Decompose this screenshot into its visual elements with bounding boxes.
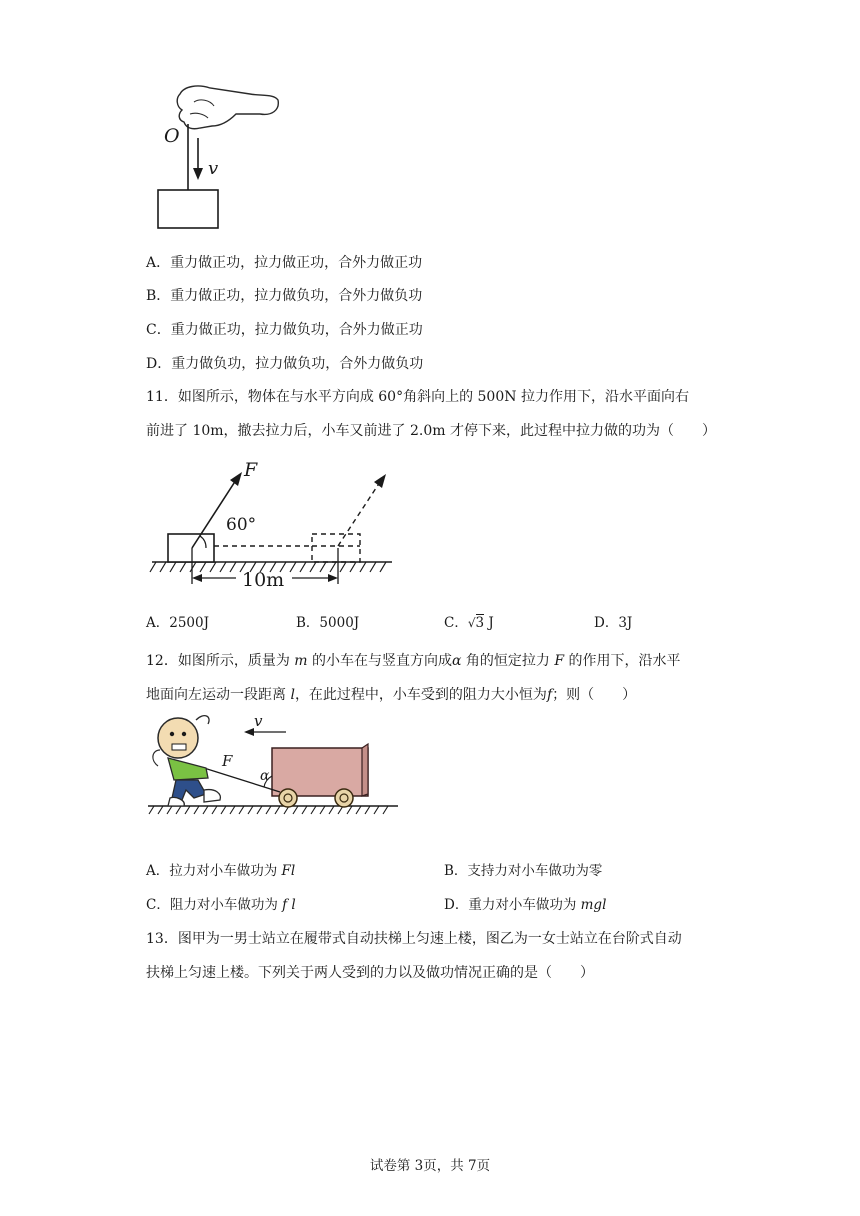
q12-stem-line2	[146, 685, 636, 705]
q12-l1-F: F	[554, 653, 565, 669]
q13-stem-line1: 13．图甲为一男士站立在履带式自动扶梯上匀速上楼，图乙为一女士站立在台阶式自动	[146, 931, 682, 947]
q12-cart-figure	[146, 710, 402, 822]
q11-option-b: B．5000J	[296, 615, 360, 631]
q12-option-d-text: D．重力对小车做功为	[444, 897, 581, 913]
q12-l1-a: 12．如图所示，质量为	[146, 653, 295, 669]
point-o-label: O	[164, 125, 180, 147]
force-f-label: F	[244, 459, 258, 481]
q12-option-d	[444, 895, 606, 915]
hand-icon	[177, 86, 278, 129]
q12-stem-line1	[146, 651, 681, 671]
q11-stem-line1: 11．如图所示，物体在与水平方向成 60°角斜向上的 500N 拉力作用下，沿水平面向右	[146, 389, 689, 405]
hanging-block	[158, 190, 218, 228]
angle-60-label: 60°	[226, 515, 257, 535]
sqrt-icon: √	[467, 616, 476, 630]
q11-option-c	[444, 613, 494, 633]
q12-l2-b: ，在此过程中，小车受到的阻力大小恒为	[294, 687, 547, 703]
q10-option-c: C．重力做正功，拉力做负功，合外力做正功	[146, 322, 423, 338]
page-footer: 试卷第 3页，共 7页	[369, 1158, 491, 1174]
q13-stem-line2: 扶梯上匀速上楼。下列关于两人受到的力以及做功情况正确的是（ ）	[146, 965, 594, 981]
q12-l1-m: m	[294, 653, 308, 669]
q12-option-c-text: C．阻力对小车做功为	[146, 897, 283, 913]
q12-l1-b: 的小车在与竖直方向成	[307, 653, 452, 669]
cart-wheel-right	[335, 789, 353, 807]
q12-l1-alpha: α	[452, 653, 462, 669]
block-start	[168, 534, 214, 562]
q12-option-c	[146, 895, 296, 915]
hand-string-block-figure	[150, 80, 290, 232]
q12-l2-l: l	[290, 687, 295, 703]
q12-velocity-label: v	[254, 712, 263, 730]
q11-option-d: D．3J	[594, 615, 633, 631]
q10-option-a: A．重力做正功，拉力做正功，合外力做正功	[146, 255, 423, 271]
q12-l1-c: 角的恒定拉力	[461, 653, 555, 669]
q11-option-c-unit: J	[484, 615, 494, 631]
q12-option-a-text: A．拉力对小车做功为	[146, 863, 282, 879]
q12-l2-c: ；则（ ）	[552, 687, 637, 703]
person-pulling-icon	[153, 716, 220, 806]
q12-l1-d: 的作用下，沿水平	[564, 653, 681, 669]
velocity-v-label: v	[208, 158, 219, 179]
q12-force-label: F	[222, 752, 233, 770]
q12-option-a-math: Fl	[281, 863, 296, 879]
q12-option-c-math: f l	[282, 897, 296, 913]
distance-10m-label: 10m	[242, 569, 285, 591]
q12-option-b: B．支持力对小车做功为零	[444, 863, 603, 879]
q11-option-c-prefix: C．	[444, 615, 468, 631]
cart-wheel-left	[279, 789, 297, 807]
block-end-dashed	[312, 534, 360, 562]
q11-stem-line2: 前进了 10m，撤去拉力后，小车又前进了 2.0m 才停下来，此过程中拉力做的功为（ ）	[146, 423, 716, 439]
q11-option-c-radicand: 3	[475, 615, 485, 631]
q12-option-a	[146, 861, 295, 881]
q12-option-d-math: mgl	[580, 897, 607, 913]
q10-option-b: B．重力做正功，拉力做负功，合外力做负功	[146, 288, 423, 304]
q12-angle-label: α	[260, 768, 270, 784]
q10-option-d: D．重力做负功，拉力做负功，合外力做负功	[146, 356, 424, 372]
q11-option-a: A．2500J	[146, 615, 210, 631]
q12-l2-a: 地面向左运动一段距离	[146, 687, 291, 703]
q12-l2-f: f	[546, 687, 553, 703]
q11-force-figure	[148, 458, 398, 596]
